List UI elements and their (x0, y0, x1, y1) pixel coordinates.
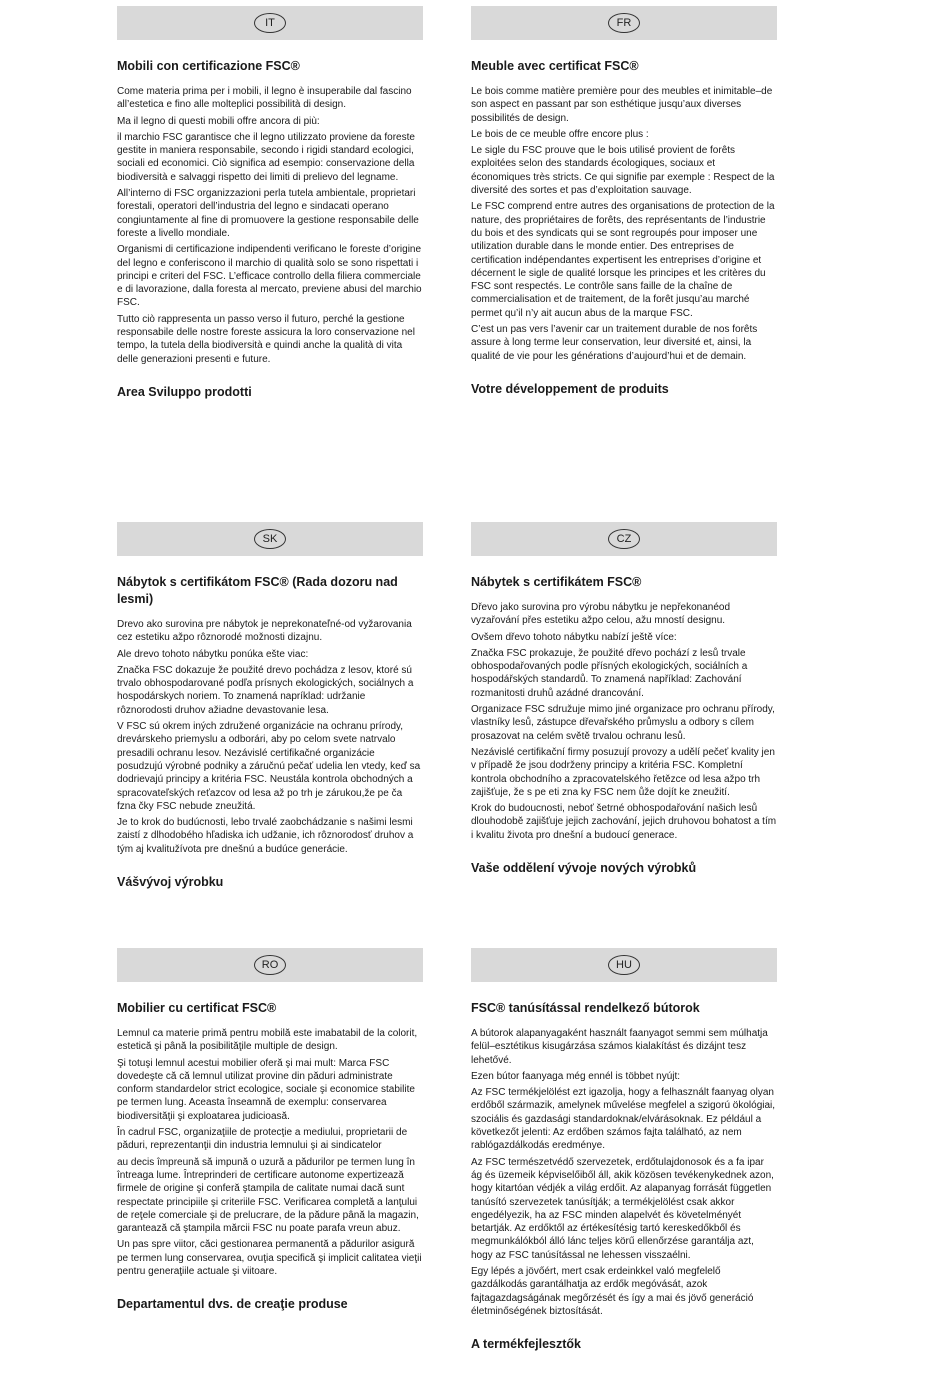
section-footer: A termékfejlesztők (471, 1337, 581, 1352)
language-badge: HU (608, 955, 640, 975)
paragraph: C’est un pas vers l’avenir car un traitement durable de nos forêts assure à long terme leur conservation, leur diversité et, ainsi, la qualité de vie pour les générations d’aujourd’hui et de demain. (471, 324, 758, 362)
paragraph: Le sigle du FSC prouve que le bois utilisé provient de forêts exploitées selon des standards écologiques, sociaux et économiques très stricts. Ce qui signifie par exemple : Respect de la diversité des sortes et pas d’exploitation sauvage. (471, 145, 775, 197)
section-footer: Vášvývoj výrobku (117, 875, 224, 890)
section-fr (471, 6, 777, 397)
language-badge: IT (254, 13, 286, 33)
language-badge: FR (608, 13, 640, 33)
section-cz (471, 522, 777, 876)
section-footer: Area Sviluppo prodotti (117, 384, 252, 399)
paragraph: Tutto ciò rappresenta un passo verso il futuro, perché la gestione responsabile delle nostre foreste assicura la loro conservazione nel tempo, la tutela della biodiversità e quindi anche la qualità di vita delle generazioni presenti e future. (117, 313, 415, 365)
paragraph: au decis împreună să impună o uzură a pădurilor pe termen lung în întreaga lume. Întreprinderi de certificare autonome expertizează firmele de origine şi conferă ştampila de calitate numai dacă sunt respectate principiile şi criteriile FSC. Verificarea completă a lanţului de reţele comerciale şi de prelucrare, de la pădure până la magazin, garantează că ştampila mărcii FSC nu poate parafa vreun abuz. (117, 1156, 419, 1235)
paragraph: Le bois de ce meuble offre encore plus : (471, 128, 649, 140)
section-footer: Votre développement de produits (471, 381, 669, 396)
paragraph: A bútorok alapanyagaként használt faanyagot semmi sem múlhatja felül–esztétikus kisugárzása számos kialakítást és dizájnt tesz lehetővé. (471, 1028, 768, 1066)
section-it (117, 6, 423, 400)
section-title: Nábytok s certifikátom FSC® (Rada dozoru nad lesmi) (117, 575, 398, 606)
language-header-bar (471, 948, 777, 982)
paragraph: Az FSC termékjelölést ezt igazolja, hogy a felhasznált faanyag olyan erdőből származik, amelynek művelése megfelel a szigorú ökológiai, szociális és gazdasági standardoknak/elvárásoknak. Ez például a következőt jelenti: Az erdőben számos fajta található, az nem rablógazdálkodás eredménye. (471, 1087, 776, 1152)
paragraph: Come materia prima per i mobili, il legno è insuperabile dal fascino all’estetica e fino alle molteplici possibilità di design. (117, 86, 412, 111)
paragraph: Lemnul ca materie primă pentru mobilă este imabatabil de la colorit, estetică şi până la posibilităţile multiple de design. (117, 1028, 418, 1053)
section-title: Nábytek s certifikátem FSC® (471, 575, 642, 589)
paragraph: Organizace FSC sdružuje mimo jiné organizace pro ochranu přírody, vlastníky lesů, zástupce dřevařského průmyslu a odbory s cílem prosazovat na celém světě trvalou ochranu lesů. (471, 704, 775, 742)
section-footer: Departamentul dvs. de creaţie produse (117, 1297, 348, 1312)
paragraph: Organismi di certificazione indipendenti verificano le foreste d’origine del legno e conferiscono il marchio di qualità solo se sono rispettati i principi e criteri del FSC. L’efficace controllo della filiera commerciale e di lavorazione, dalla foresta al mercato, previene abusi del marchio FSC. (117, 244, 422, 309)
paragraph: Krok do budoucnosti, neboť šetrné obhospodařování našich lesů dlouhodobě zajišťuje jejich zachování, jejich druhovou bohatost a tím i kvalitu života pro dnešní a budoucí generace. (471, 803, 777, 841)
section-title: Mobili con certificazione FSC® (117, 59, 300, 73)
section-title: Meuble avec certificat FSC® (471, 59, 639, 73)
paragraph: Značka FSC dokazuje že použité drevo pochádza z lesov, ktoré sú trvalo obhospodarované podľa prísnych ekologických, sociálnych a hospodárskych noriem. To znamená napríklad: udržanie rôznorodosti druhov ažiadne devastovanie lesa. (117, 664, 414, 716)
paragraph: Dřevo jako surovina pro výrobu nábytku je nepřekonanéod vyzařování přes estetiku ažpo celou, ažu mností designu. (471, 602, 731, 627)
language-header-bar (471, 6, 777, 40)
language-header-bar (117, 6, 423, 40)
language-badge: CZ (608, 529, 640, 549)
language-header-bar (471, 522, 777, 556)
paragraph: Ovšem dřevo tohoto nábytku nabízí ještě více: (471, 631, 677, 643)
paragraph: Drevo ako surovina pre nábytok je neprekonateľné-od vyžarovania cez estetiku ažpo rôznorodé možnosti dizajnu. (117, 619, 412, 644)
paragraph: Az FSC természetvédő szervezetek, erdőtulajdonosok és a fa ipar ág és üzemeik képviselőiből áll, akik közösen tevékenykednek azon, hogy kitartóan védjék a világ erdőit. Az alapanyag forrását független tanúsító szervezetek tanúsítják; a termékjelölést csak akkor engedélyezik, ha az FSC minden alapelvét és követelményét betartják. Az erdőktől az értékesítésig tartó kereskedőkből és megmunkálókból álló lánc teljes körű ellenőrzése garantálja azt, hogy az FSC tanúsítással ne lehessen visszaélni. (471, 1156, 774, 1261)
paragraph: Le FSC comprend entre autres des organisations de protection de la nature, des propriétaires de forêts, des représentants de l’industrie du bois et des syndicats qui se sont regroupés pour imposer une utilization durable dans le monde entier. Des entreprises de certification indépendantes expertisent les entreprises d’origine et décernent le sigle de qualité lorsque les principes et les critères du FSC sont respectés. Le contrôle sans faille de la chaîne de commercialisation et de traitement, de la forêt jusqu’au marché permet qu’il n’y ait aucun abus de la marque FSC. (471, 201, 775, 319)
language-badge: RO (254, 955, 286, 975)
paragraph: În cadrul FSC, organizaţiile de protecţie a mediului, proprietarii de păduri, reprezentanţii din industria lemnului şi ai sindicatelor (117, 1127, 408, 1152)
paragraph: Ale drevo tohoto nábytku ponúka ešte viac: (117, 648, 309, 660)
section-footer: Vaše oddělení vývoje nových výrobků (471, 861, 697, 876)
paragraph: Egy lépés a jövőért, mert csak erdeinkkel való megfelelő gazdálkodás garantálhatja az erdők megóvását, azok fajtagazdagságának megőrzését és így a mai és jövő generáció életminőségének biztosítását. (471, 1266, 754, 1317)
paragraph: All’interno di FSC organizzazioni perla tutela ambientale, proprietari forestali, operatori dell’industria del legno e sindacati operano congiuntamente al fine di promuovere la gestione responsabile delle foreste a livello mondiale. (117, 188, 419, 239)
section-hu (471, 948, 777, 1352)
section-title: FSC® tanúsítással rendelkező bútorok (471, 1001, 700, 1015)
language-header-bar (117, 948, 423, 982)
paragraph: Şi totuşi lemnul acestui mobilier oferă şi mai mult: Marca FSC dovedeşte că că lemnul utilizat provine din păduri administrate conform standardelor strict ecologice, sociale şi economice stabilite pe termen lung. Aceasta înseamnă de exemplu: conservarea biodiversităţii şi exploatarea judicioasă. (117, 1057, 415, 1122)
paragraph: Je to krok do budúcnosti, lebo trvalé zaobchádzanie s našimi lesmi zaistí z dlhodobého hľadiska ich udžanie, ich rôznorodosť druhov a tým aj kvalitužívota pre dnešnú a budúce generácie. (117, 817, 414, 855)
paragraph: Un pas spre viitor, căci gestionarea permanentă a pădurilor asigură pe termen lung conservarea, ovuţia specifică şi implicit calitatea vieţii pentru generaţiile actuale şi viitoare. (117, 1239, 422, 1278)
paragraph: Ma il legno di questi mobili offre ancora di più: (117, 115, 320, 127)
language-badge: SK (254, 529, 286, 549)
section-title: Mobilier cu certificat FSC® (117, 1001, 277, 1015)
section-sk (117, 522, 423, 890)
paragraph: V FSC sú okrem iných združené organizácie na ochranu prírody, drevárskeho priemyslu a odborári, aby po celom svete natrvalo presadili ochranu lesov. Nezávislé certifikačné organizácie posudzujú výrobné podniky a záručnú pečať udelia len vtedy, keď sa dodrievajú principy a kritéria FSC. Neustála kontrola obchodných a spracovateľských reťazcov od lesa až po trh je zárukou,že pe ča fzna čky FSC nebude zneužitá. (117, 721, 421, 812)
paragraph: il marchio FSC garantisce che il legno utilizzato proviene da foreste gestite in maniera responsabile, secondo i rigidi standard ecologici, sociali ed economici. Ciò significa ad esempio: conservazione della biodiversità e salvaggi rispetto dei limiti di prelievo del legname. (117, 131, 415, 183)
paragraph: Značka FSC prokazuje, že použité dřevo pochází z lesů trvale obhospodařovaných podle přísných ekologických, sociálních a hospodářských standardů. To znamená například: Zachování rozmanitosti druhů azádné drancování. (471, 647, 748, 699)
paragraph: Ezen bútor faanyaga még ennél is többet nyújt: (471, 1070, 681, 1082)
section-ro (117, 948, 423, 1312)
paragraph: Le bois comme matière première pour des meubles et inimitable–de son aspect en passant par son esthétique jusqu’aux diverses possibilités de design. (471, 86, 773, 124)
language-header-bar (117, 522, 423, 556)
paragraph: Nezávislé certifikační firmy posuzují provozy a udělí pečeť kvality jen v případě že jsou dodrženy principy a kritéria FSC. Kompletní kontrola obchodního a zpracovatelského řetězce od lesa ažpo trh zajišťuje, že s pe eti zna ky FSC nem ůže dojít ke zneužití. (471, 746, 775, 798)
